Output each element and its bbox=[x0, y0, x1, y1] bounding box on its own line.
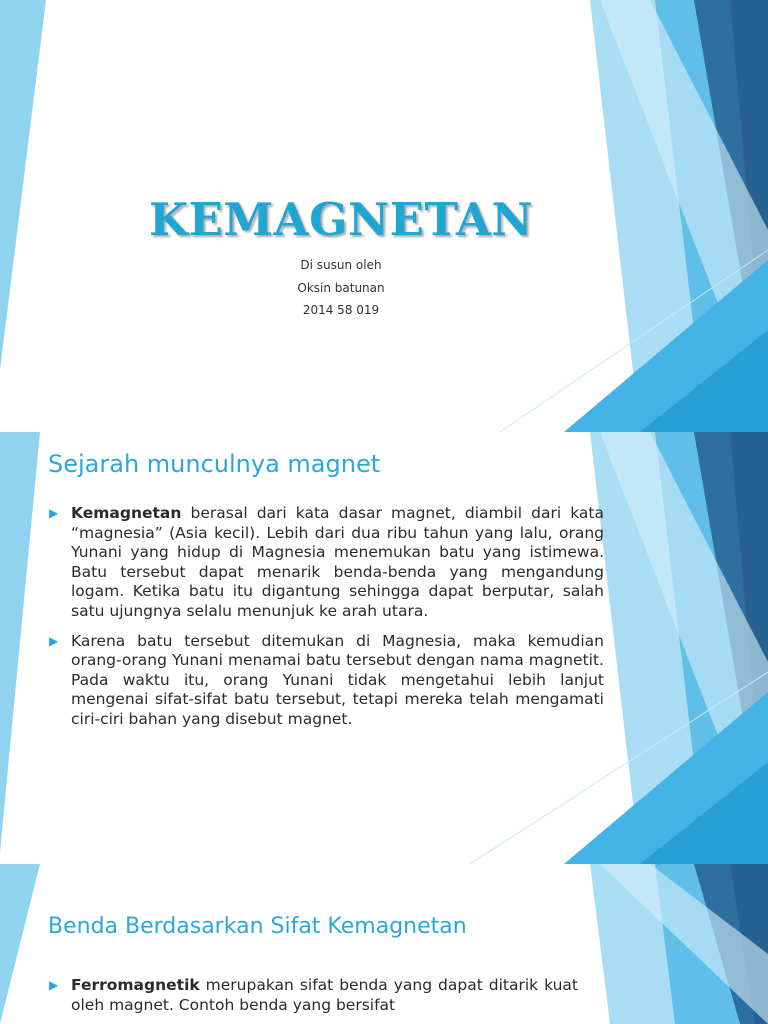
bullet-list bbox=[48, 976, 578, 1024]
bold-term: Ferromagnetik bbox=[71, 976, 200, 994]
author-name: Oksin batunan bbox=[297, 281, 385, 295]
slide-title: KEMAGNETAN bbox=[148, 193, 534, 246]
section-heading: Sejarah munculnya magnet bbox=[48, 450, 381, 478]
right-triangle-icon: ▶ bbox=[49, 978, 59, 992]
list-item bbox=[48, 976, 578, 1015]
bullet-text: berasal dari kata dasar magnet, diambil dari kata “magnesia” (Asia kecil). Lebih dari dua ribu tahun yang lalu, orang Yunani yang hidup di Magnesia menemukan batu yang istimewa. Batu tersebut dapat menarik benda-benda yang mengandung logam. Ketika batu itu digantung sehingga dapat berputar, salah satu ujungnya selalu menunjuk ke arah utara. bbox=[71, 504, 604, 620]
list-item bbox=[48, 632, 604, 730]
right-triangle-icon: ▶ bbox=[49, 506, 59, 520]
history-slide bbox=[0, 432, 768, 864]
bold-term: Kemagnetan bbox=[71, 504, 182, 522]
list-item bbox=[48, 504, 604, 622]
author-caption: Di susun oleh bbox=[300, 258, 382, 272]
bullet-text: merupakan sifat benda yang dapat ditarik kuat oleh magnet. Contoh benda yang bersifat bbox=[71, 976, 578, 1014]
properties-slide bbox=[0, 864, 768, 1024]
right-triangle-icon: ▶ bbox=[49, 633, 59, 648]
title-slide bbox=[0, 0, 768, 432]
section-heading: Benda Berdasarkan Sifat Kemagnetan bbox=[48, 914, 467, 939]
bullet-text: Karena batu tersebut ditemukan di Magnesia, maka kemudian orang-orang Yunani menamai batu tersebut dengan nama magnetit. Pada waktu itu, orang Yunani tidak mengetahui lebih lanjut mengenai sifat-sifat batu tersebut, tetapi mereka telah mengamati ciri-ciri bahan yang disebut magnet. bbox=[71, 631, 604, 728]
bullet-list bbox=[48, 504, 604, 740]
student-id: 2014 58 019 bbox=[302, 303, 380, 317]
